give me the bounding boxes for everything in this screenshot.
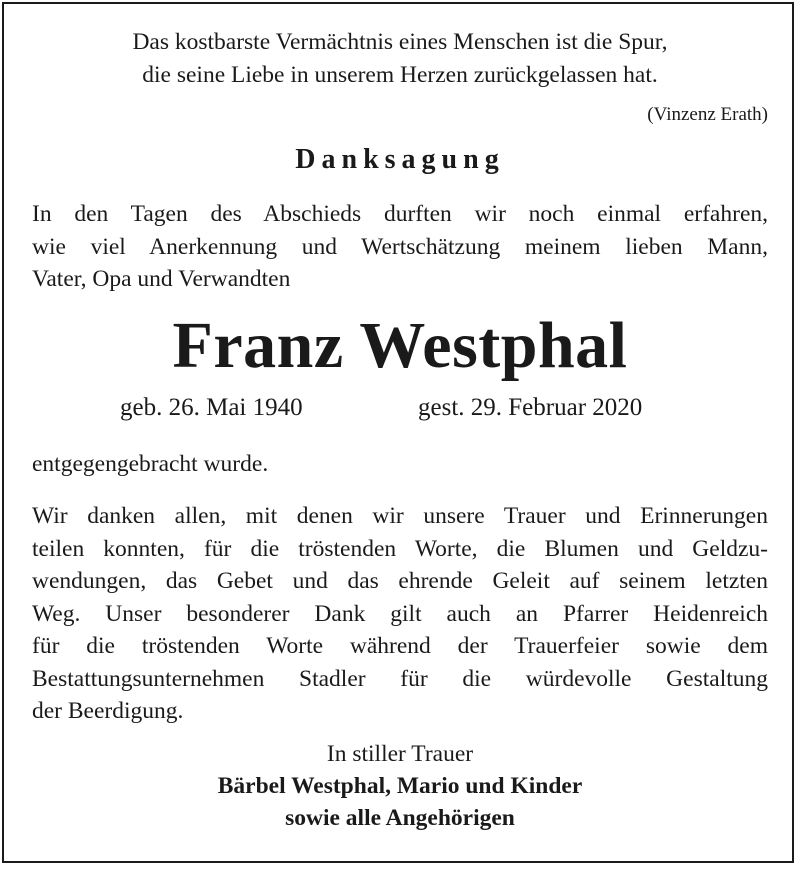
deceased-name: Franz Westphal bbox=[172, 309, 628, 382]
quote-line: Das kostbarste Vermächtnis eines Menschen ist die Spur, bbox=[132, 29, 668, 55]
quote-author: (Vinzenz Erath) bbox=[647, 104, 768, 125]
death-date: gest. 29. Februar 2020 bbox=[418, 394, 643, 421]
mourners-names: Bärbel Westphal, Mario und Kinder bbox=[217, 773, 583, 799]
thanks-line: wendungen, das Gebet und das ehrende Geleit auf seinem letzten bbox=[32, 568, 768, 594]
thanks-line: Bestattungsunternehmen Stadler für die würdevolle Gestaltung bbox=[32, 665, 768, 692]
thanks-line: Weg. Unser besonderer Dank gilt auch an Pfarrer Heidenreich bbox=[32, 600, 768, 627]
continuation-text bbox=[32, 448, 768, 481]
thanks-line: teilen konnten, für die tröstenden Worte, die Blumen und Geldzu- bbox=[32, 535, 768, 562]
notice-title: Danksagung bbox=[295, 144, 505, 175]
intro-paragraph bbox=[32, 198, 768, 296]
closing-signature bbox=[0, 738, 800, 834]
birth-date: geb. 26. Mai 1940 bbox=[120, 394, 303, 421]
epigraph-quote bbox=[0, 26, 800, 92]
notice-border bbox=[2, 2, 794, 863]
thanks-line: für die tröstenden Worte während der Trauerfeier sowie dem bbox=[32, 633, 768, 659]
thanks-line: Wir danken allen, mit denen wir unsere Trauer und Erinnerungen bbox=[32, 503, 768, 529]
intro-line: In den Tagen des Abschieds durften wir noch einmal erfahren, bbox=[32, 201, 768, 227]
mourners-relatives: sowie alle Angehörigen bbox=[285, 805, 515, 831]
quote-line: die seine Liebe in unserem Herzen zurückgelassen hat. bbox=[142, 62, 658, 88]
intro-line: wie viel Anerkennung und Wertschätzung meinem lieben Mann, bbox=[32, 233, 768, 260]
thanks-paragraph bbox=[32, 500, 768, 728]
closing-phrase: In stiller Trauer bbox=[326, 741, 474, 767]
thanks-line: der Beerdigung. bbox=[32, 698, 184, 724]
intro-line: Vater, Opa und Verwandten bbox=[32, 266, 291, 292]
continuation-line: entgegengebracht wurde. bbox=[32, 451, 269, 477]
